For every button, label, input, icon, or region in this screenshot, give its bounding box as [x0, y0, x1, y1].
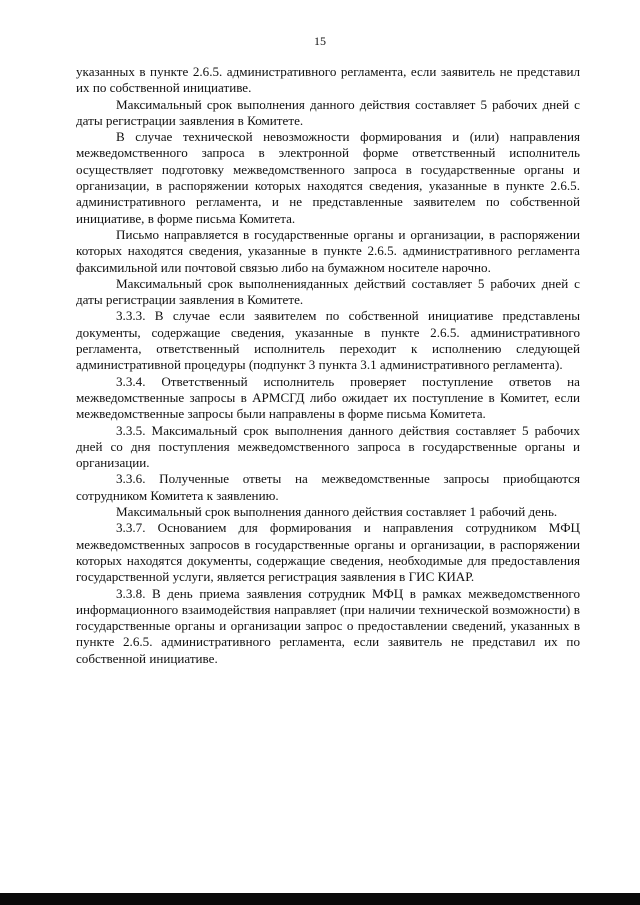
- paragraph: Письмо направляется в государственные органы и организации, в распоряжении которых находятся сведения, указанные в пункте 2.6.5. административного регламента факсимильной или почтовой связью либо на бумажном носителе нарочно.: [76, 226, 580, 275]
- paragraph: 3.3.6. Полученные ответы на межведомственные запросы приобщаются сотрудником Комитета к заявлению.: [76, 471, 580, 503]
- paragraph: 3.3.8. В день приема заявления сотрудник МФЦ в рамках межведомственного информационного взаимодействия направляет (при наличии технической возможности) в государственные органы и организации запрос о предоставлении сведений, указанных в пункте 2.6.5. административного регламента, если заявитель не представил их по собственной инициативе.: [76, 585, 580, 666]
- page-number: 15: [314, 34, 326, 48]
- paragraph: 3.3.7. Основанием для формирования и направления сотрудником МФЦ межведомственных запросов в государственные органы и организации, в распоряжении которых находятся документы, содержащие сведения, необходимые для предоставления государственной услуги, является регистрация заявления в ГИС КИАР.: [76, 520, 580, 585]
- paragraph: Максимальный срок выполненияданных действий составляет 5 рабочих дней с даты регистрации заявления в Комитете.: [76, 275, 580, 308]
- scan-edge-bar: [0, 893, 640, 905]
- paragraph: Максимальный срок выполнения данного действия составляет 5 рабочих дней с даты регистрации заявления в Комитете.: [76, 96, 580, 128]
- paragraph: указанных в пункте 2.6.5. административного регламента, если заявитель не представил их по собственной инициативе.: [76, 64, 580, 96]
- document-body: [76, 64, 580, 667]
- paragraph: Максимальный срок выполнения данного действия составляет 1 рабочий день.: [116, 504, 558, 520]
- paragraph: 3.3.4. Ответственный исполнитель проверяет поступление ответов на межведомственные запросы в АРМСГД либо ожидает их поступление в Комитет, если межведомственные запросы были направлены в форме письма Комитета.: [76, 373, 580, 422]
- paragraph: В случае технической невозможности формирования и (или) направления межведомственного запроса в электронной форме ответственный исполнитель осуществляет подготовку межведомственного запроса в государственные органы и организации, в распоряжении которых находятся сведения, указанные в пункте 2.6.5. административного регламента, и не представленные заявителем по собственной инициативе, в форме письма Комитета.: [76, 129, 580, 226]
- paragraph: 3.3.3. В случае если заявителем по собственной инициативе представлены документы, содержащие сведения, указанные в пункте 2.6.5. административного регламента, ответственный исполнитель переходит к исполнению следующей административной процедуры (подпункт 3 пункта 3.1 административного регламента).: [76, 308, 580, 373]
- paragraph: 3.3.5. Максимальный срок выполнения данного действия составляет 5 рабочих дней со дня поступления межведомственного запроса в государственные органы и организации.: [76, 422, 580, 471]
